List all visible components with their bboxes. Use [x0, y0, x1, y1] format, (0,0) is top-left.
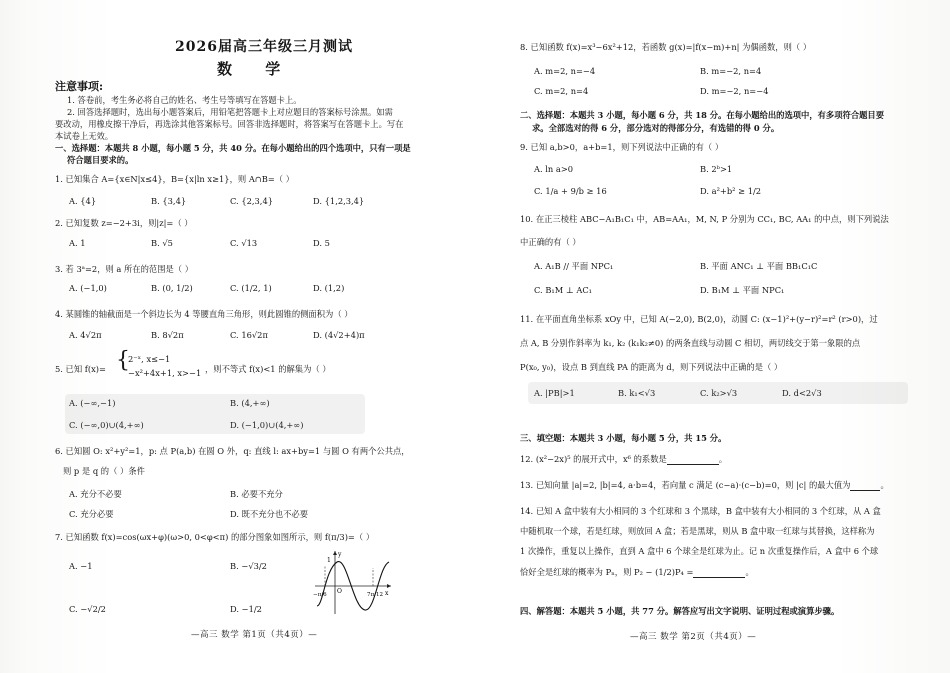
question-3: 3. 若 3ᵃ=2，则 a 所在的范围是（ ）: [55, 264, 194, 274]
q6-option-a: A. 充分不必要: [69, 489, 122, 499]
note-2-line-2: 要改动，用橡皮擦干净后，再选涂其他答案标号。回答非选择题时，将答案写在答题卡上。写在: [55, 119, 404, 129]
question-12-text: 12. (x²−2x)⁵ 的展开式中，x⁶ 的系数是: [520, 454, 667, 464]
exam-title: 2026届高三年级三月测试: [175, 39, 353, 55]
left-page: [55, 28, 495, 660]
question-11-line-2: 点 A, B 分别作斜率为 k₁, k₂ (k₁k₂≠0) 的两条直线与动圆 C 相切，两切线交于第一象限的点: [520, 338, 861, 348]
question-14-text: 恰好全是红球的概率为 Pₙ，则 P₂ − (1/2)P₄ =: [520, 567, 694, 577]
question-11-line-1: 11. 在平面直角坐标系 xOy 中，已知 A(−2,0), B(2,0)，动圆 C: (x−1)²+(y−r)²=r² (r>0)，过: [520, 314, 878, 324]
graph-label-neg-pi-6: −π/6: [313, 592, 327, 598]
graph-label-one: 1: [327, 557, 331, 564]
question-9: 9. 已知 a,b>0，a+b=1，则下列说法中正确的有（ ）: [520, 142, 724, 152]
note-2-line-3: 本试卷上无效。: [55, 131, 114, 141]
q8-option-c: C. m=2, n=4: [534, 86, 589, 96]
question-12: 12. (x²−2x)⁵ 的展开式中，x⁶ 的系数是 。: [520, 454, 728, 464]
q2-option-d: D. 5: [313, 238, 330, 248]
section-1-line-2: 符合题目要求的。: [67, 155, 134, 165]
question-10-line-2: 中正确的有（ ）: [520, 237, 581, 247]
q11-option-c: C. k₂>√3: [700, 388, 738, 398]
section-3: 三、填空题：本题共 3 小题，每小题 5 分，共 15 分。: [520, 433, 727, 443]
q6-option-b: B. 必要不充分: [230, 489, 283, 499]
question-5-prefix: 5. 已知 f(x)=: [55, 364, 106, 374]
q4-option-a: A. 4√2π: [69, 330, 102, 340]
q10-option-c: C. B₁M ⊥ AC₁: [534, 285, 592, 295]
left-footer: —高三 数学 第1页（共4页）—: [191, 630, 318, 640]
graph-x-arrow: [387, 584, 391, 588]
question-6-line-1: 6. 已知圆 O: x²+y²=1，p: 点 P(a,b) 在圆 O 外，q: 直线 l: ax+by=1 与圆 O 有两个公共点，: [55, 446, 410, 456]
question-14-line-4: 恰好全是红球的概率为 Pₙ，则 P₂ − (1/2)P₄ = 。: [520, 567, 754, 577]
graph-label-origin: O: [337, 588, 342, 595]
q2-option-b: B. √5: [151, 238, 173, 248]
section-2-line-2: 求。全部选对的得 6 分，部分选对的得部分分，有选错的得 0 分。: [532, 123, 780, 133]
question-1: 1. 已知集合 A={x∈N|x≤4}，B={x|ln x≥1}，则 A∩B=（ ）: [55, 174, 295, 184]
question-4: 4. 某圆锥的轴截面是一个斜边长为 4 等腰直角三角形，则此圆锥的侧面积为（ ）: [55, 309, 353, 319]
q5-case-1: 2⁻ˣ, x≤−1: [128, 354, 171, 364]
q11-option-d: D. d<2√3: [782, 388, 822, 398]
q4-option-d: D. (4√2+4)π: [313, 330, 365, 340]
q3-option-c: C. (1/2, 1): [230, 283, 272, 293]
graph-label-7pi-12: 7π/12: [367, 592, 383, 598]
q9-option-d: D. a²+b² ≥ 1/2: [700, 186, 762, 196]
q1-option-b: B. {3,4}: [151, 196, 187, 206]
q3-option-b: B. (0, 1/2): [151, 283, 193, 293]
q10-option-a: A. A₁B // 平面 NPC₁: [534, 261, 614, 271]
q7-cosine-graph: [313, 548, 393, 618]
right-footer: —高三 数学 第2页（共4页）—: [630, 632, 757, 642]
q1-option-c: C. {2,3,4}: [230, 196, 273, 206]
q7-option-b: B. −√3/2: [230, 561, 267, 571]
q11-option-b: B. k₁<√3: [618, 388, 656, 398]
question-13-text: 13. 已知向量 |a|=2, |b|=4, a·b=4，若向量 c 满足 (c−a)·(c−b)=0，则 |c| 的最大值为: [520, 480, 851, 490]
right-page: [520, 28, 920, 660]
q3-option-d: D. (1,2): [313, 283, 345, 293]
q12-answer-blank: [667, 456, 719, 465]
question-13: 13. 已知向量 |a|=2, |b|=4, a·b=4，若向量 c 满足 (c−a)·(c−b)=0，则 |c| 的最大值为 。: [520, 480, 889, 490]
q5-option-c: C. (−∞,0)∪(4,+∞): [69, 420, 144, 430]
graph-y-arrow: [333, 551, 337, 555]
q7-option-a: A. −1: [69, 561, 93, 571]
q2-option-c: C. √13: [230, 238, 258, 248]
section-2-line-1: 二、选择题：本题共 3 小题，每小题 6 分，共 18 分。在每小题给出的选项中，有多项符合题目要: [520, 110, 885, 120]
q13-answer-blank: [850, 482, 880, 491]
q10-option-d: D. B₁M ⊥ 平面 NPC₁: [700, 285, 785, 295]
q9-option-a: A. ln a>0: [534, 164, 574, 174]
exam-subject: 数 学: [217, 60, 295, 78]
notes-heading: 注意事项:: [55, 80, 104, 93]
note-1: 1. 答卷前，考生务必将自己的姓名、考生号等填写在答题卡上。: [67, 95, 302, 105]
question-14-line-1: 14. 已知 A 盒中装有大小相同的 3 个红球和 3 个黑球，B 盒中装有大小相同的 3 个红球，从 A 盒: [520, 506, 881, 516]
q7-option-d: D. −1/2: [230, 604, 262, 614]
scan-smudge: [65, 394, 365, 434]
question-14-line-3: 1 次操作，重复以上操作，直到 A 盒中 6 个球全是红球为止。记 n 次重复操作后，A 盒中 6 个球: [520, 546, 879, 556]
q6-option-c: C. 充分必要: [69, 509, 114, 519]
q11-option-a: A. |PB|>1: [534, 388, 575, 398]
q6-option-d: D. 既不充分也不必要: [230, 509, 309, 519]
q9-option-b: B. 2ᵇ>1: [700, 164, 733, 174]
q5-option-b: B. (4,+∞): [230, 398, 270, 408]
section-4: 四、解答题：本题共 5 小题，共 77 分。解答应写出文字说明、证明过程或演算步骤。: [520, 606, 840, 616]
graph-label-x: x: [385, 590, 389, 597]
question-2: 2. 已知复数 z=−2+3i，则|z|=（ ）: [55, 218, 193, 228]
q1-option-d: D. {1,2,3,4}: [313, 196, 365, 206]
question-6-line-2: 则 p 是 q 的（ ）条件: [63, 466, 145, 476]
q1-option-a: A. {4}: [69, 196, 97, 206]
question-10-line-1: 10. 在正三棱柱 ABC−A₁B₁C₁ 中，AB=AA₁，M, N, P 分别为 CC₁, BC, AA₁ 的中点，则下列说法: [520, 214, 889, 224]
question-7: 7. 已知函数 f(x)=cos(ωx+φ)(ω>0, 0<φ<π) 的部分图象如图所示，则 f(π/3)=（ ）: [55, 532, 375, 542]
question-14-line-2: 中随机取一个球，若是红球，则放回 A 盒；若是黑球，则从 B 盒中取一红球与其替换，这样称为: [520, 526, 875, 536]
note-2-line-1: 2. 回答选择题时，选出每小题答案后，用铅笔把答题卡上对应题目的答案标号涂黑。如需: [67, 107, 393, 117]
q14-answer-blank: [693, 569, 745, 578]
question-5-suffix: ，则不等式 f(x)<1 的解集为（ ）: [205, 364, 331, 374]
q9-option-c: C. 1/a + 9/b ≥ 16: [534, 186, 607, 196]
section-1-line-1: 一、选择题：本题共 8 小题，每小题 5 分，共 40 分。在每小题给出的四个选项中，只有一项是: [55, 143, 411, 153]
q5-case-2: −x²+4x+1, x>−1: [128, 368, 202, 378]
graph-label-y: y: [338, 551, 342, 558]
q8-option-a: A. m=2, n=−4: [534, 66, 596, 76]
q7-option-c: C. −√2/2: [69, 604, 106, 614]
q5-option-d: D. (−1,0)∪(4,+∞): [230, 420, 304, 430]
scan-smudge-right: [528, 382, 908, 404]
q4-option-c: C. 16√2π: [230, 330, 268, 340]
q5-brace: {: [116, 348, 130, 373]
q10-option-b: B. 平面 ANC₁ ⊥ 平面 BB₁C₁C: [700, 261, 818, 271]
question-11-line-3: P(x₀, y₀)，设点 B 到直线 PA 的距离为 d，则下列说法中正确的是（ ）: [520, 362, 783, 372]
question-8: 8. 已知函数 f(x)=x³−6x²+12，若函数 g(x)=|f(x−m)+n| 为偶函数，则（ ）: [520, 42, 812, 52]
q5-option-a: A. (−∞,−1): [69, 398, 116, 408]
q4-option-b: B. 8√2π: [151, 330, 184, 340]
q3-option-a: A. (−1,0): [69, 283, 107, 293]
q8-option-b: B. m=−2, n=4: [700, 66, 762, 76]
q8-option-d: D. m=−2, n=−4: [700, 86, 769, 96]
q2-option-a: A. 1: [69, 238, 86, 248]
